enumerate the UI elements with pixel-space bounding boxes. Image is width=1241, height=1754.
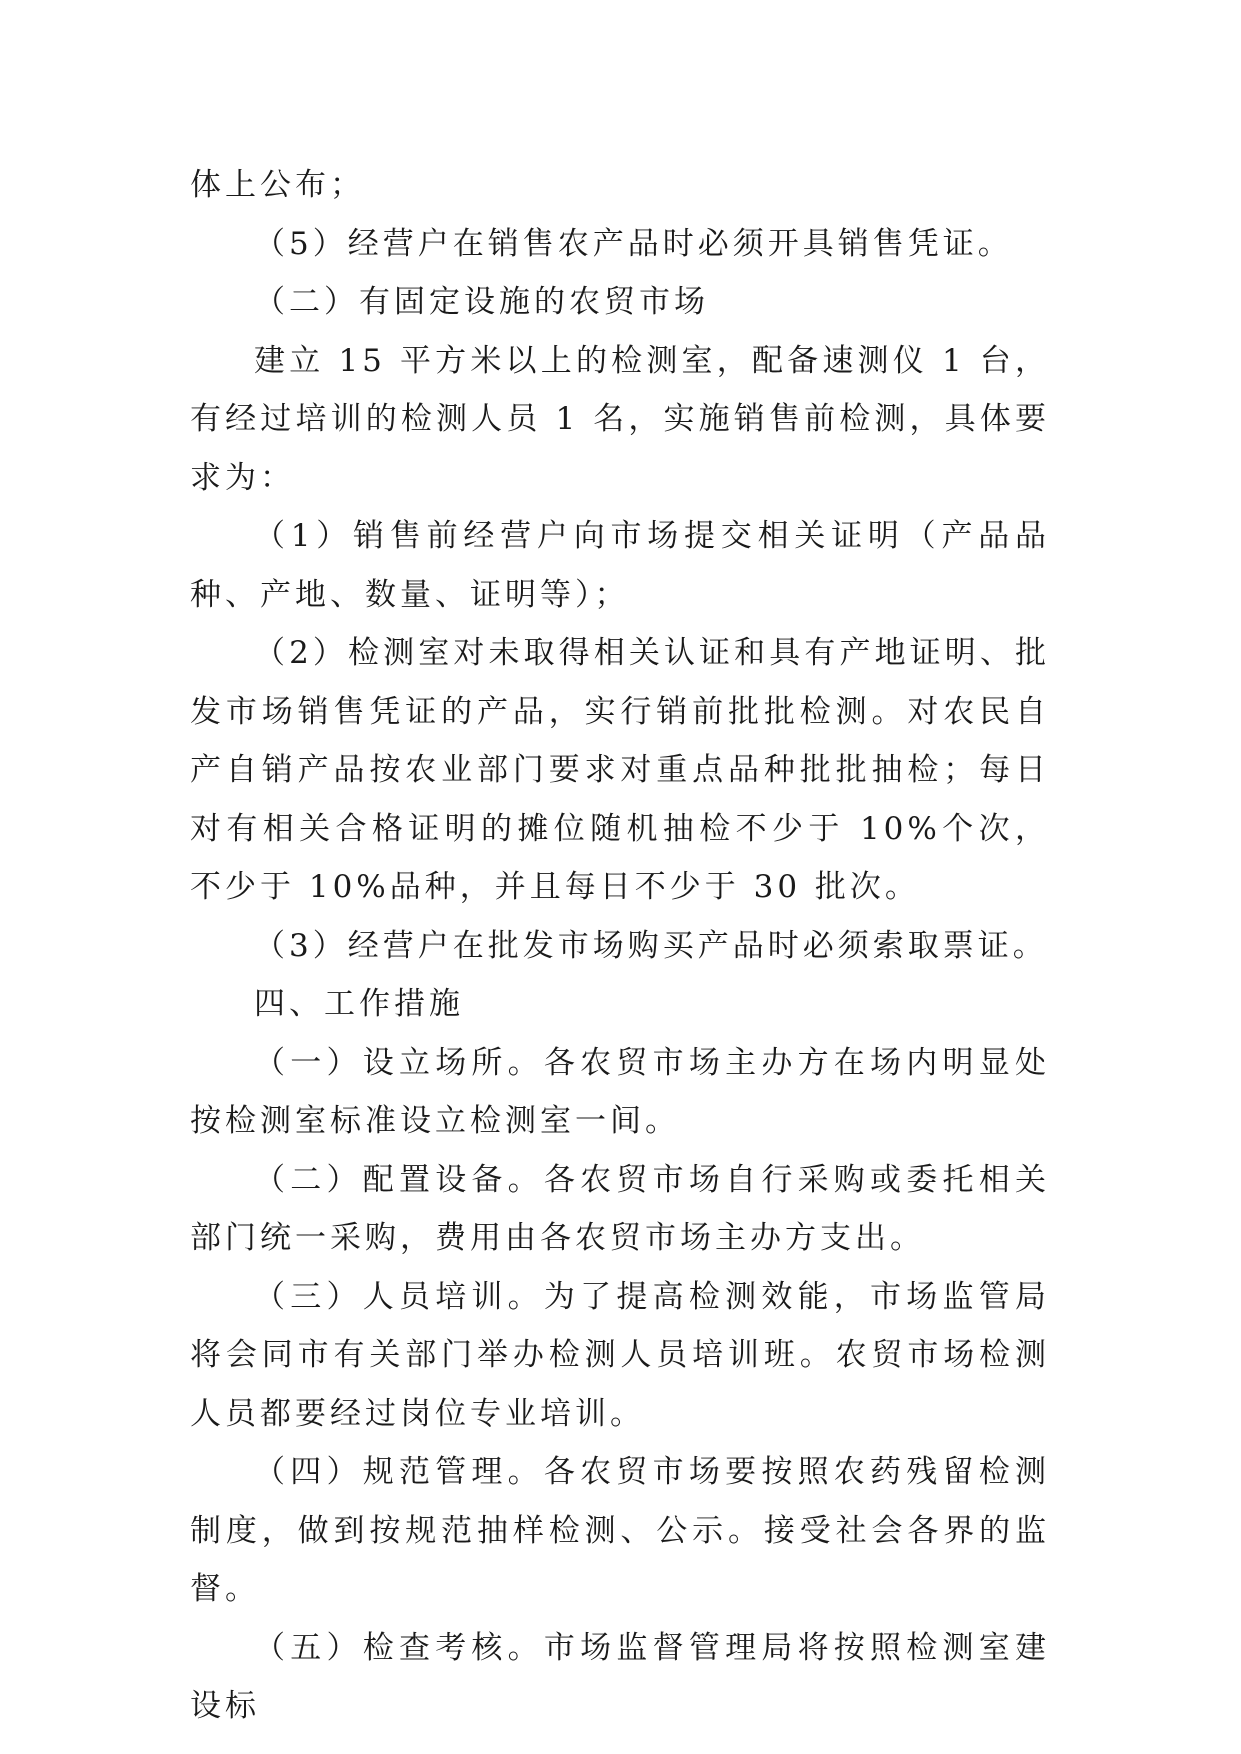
paragraph-measure-3: （三）人员培训。为了提高检测效能，市场监管局将会同市有关部门举办检测人员培训班。农贸市场检测人员都要经过岗位专业培训。: [190, 1278, 1050, 1432]
paragraph-lab-requirements: 建立 15 平方米以上的检测室，配备速测仪 1 台，有经过培训的检测人员 1 名，实施销售前检测，具体要求为：: [190, 342, 1050, 496]
paragraph-item-5: （5）经营户在销售农产品时必须开具销售凭证。: [254, 225, 1013, 262]
paragraph-measure-5: （五）检查考核。市场监督管理局将按照检测室建设标: [190, 1629, 1050, 1724]
paragraph-measure-4: （四）规范管理。各农贸市场要按照农药残留检测制度，做到按规范抽样检测、公示。接受社会各界的监督。: [190, 1454, 1050, 1607]
section-heading-work-measures: 四、工作措施: [254, 986, 464, 1022]
paragraph-item-1: （1）销售前经营户向市场提交相关证明（产品品种、产地、数量、证明等）；: [190, 518, 1050, 613]
paragraph-measure-1: （一）设立场所。各农贸市场主办方在场内明显处按检测室标准设立检测室一间。: [190, 1044, 1050, 1139]
paragraph-item-2: （2）检测室对未取得相关认证和具有产地证明、批发市场销售凭证的产品，实行销前批批检测。对农民自产自销产品按农业部门要求对重点品种批批抽检；每日对有相关合格证明的摊位随机抽检不少于 10%个次，不少于 10%品种，并且每日不少于 30 批次。: [190, 635, 1050, 905]
paragraph-item-3: （3）经营户在批发市场购买产品时必须索取票证。: [254, 927, 1048, 964]
paragraph-continuation: 体上公布；: [190, 167, 365, 203]
document-body: [190, 156, 1050, 1736]
section-heading-fixed-facility-market: （二）有固定设施的农贸市场: [254, 284, 709, 320]
paragraph-measure-2: （二）配置设备。各农贸市场自行采购或委托相关部门统一采购，费用由各农贸市场主办方支出。: [190, 1161, 1050, 1256]
